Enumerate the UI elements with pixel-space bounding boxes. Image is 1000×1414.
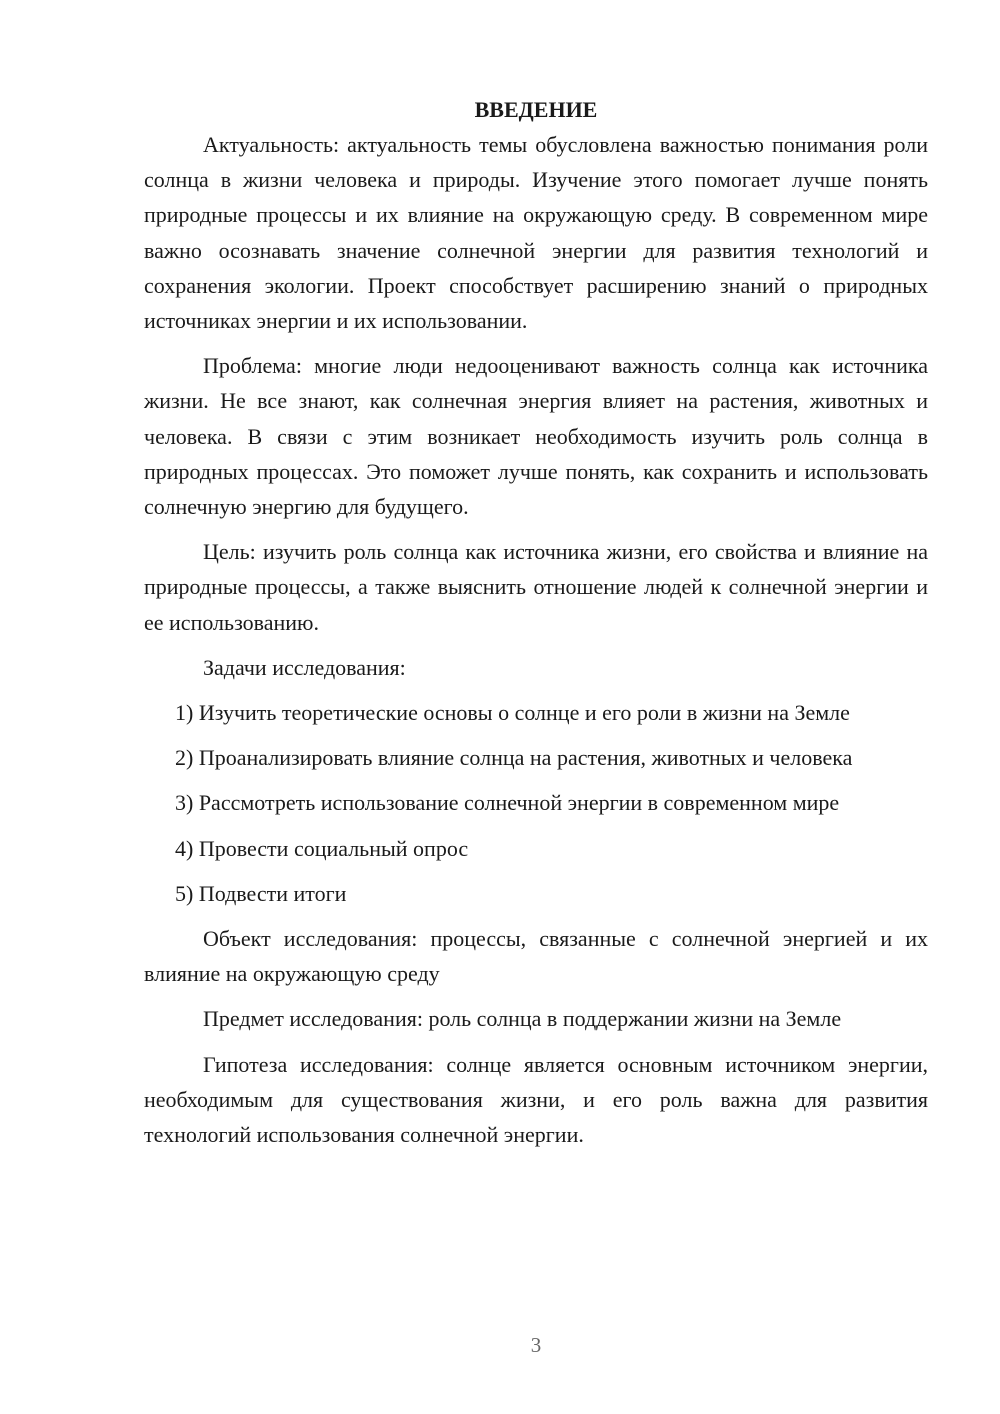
object-paragraph: Объект исследования: процессы, связанные с солнечной энергией и их влияние на окружающую среду — [144, 926, 928, 987]
page-number: 3 — [530, 1333, 542, 1357]
list-item: 3) Рассмотреть использование солнечной энергии в современном мире — [175, 790, 840, 816]
list-item: 5) Подвести итоги — [175, 880, 347, 906]
list-item: 4) Провести социальный опрос — [175, 835, 469, 861]
problem-paragraph: Проблема: многие люди недооценивают важность солнца как источника жизни. Не все знают, как солнечная энергия влияет на растения, животных и человека. В связи с этим возникает необходимость изучить роль солнца в природных процессах. Это поможет лучше понять, как сохранить и использовать солнечную энергию для будущего. — [144, 353, 928, 520]
page-title: ВВЕДЕНИЕ — [474, 97, 598, 122]
document-page — [144, 92, 928, 1162]
hypothesis-paragraph: Гипотеза исследования: солнце является основным источником энергии, необходимым для существования жизни, и его роль важна для развития технологий использования солнечной энергии. — [144, 1051, 928, 1148]
goal-paragraph: Цель: изучить роль солнца как источника жизни, его свойства и влияние на природные процессы, а также выяснить отношение людей к солнечной энергии и ее использованию. — [144, 539, 928, 635]
subject-paragraph: Предмет исследования: роль солнца в поддержании жизни на Земле — [203, 1006, 842, 1032]
tasks-heading: Задачи исследования: — [203, 654, 406, 680]
relevance-paragraph: Актуальность: актуальность темы обусловлена важностью понимания роли солнца в жизни человека и природы. Изучение этого помогает лучше понять природные процессы и их влияние на окружающую среду. В современном мире важно осознавать значение солнечной энергии для развития технологий и сохранения экологии. Проект способствует расширению знаний о природных источниках энергии и их использовании. — [144, 132, 928, 334]
list-item: 2) Проанализировать влияние солнца на растения, животных и человека — [175, 745, 853, 771]
list-item: 1) Изучить теоретические основы о солнце и его роли в жизни на Земле — [175, 700, 850, 726]
